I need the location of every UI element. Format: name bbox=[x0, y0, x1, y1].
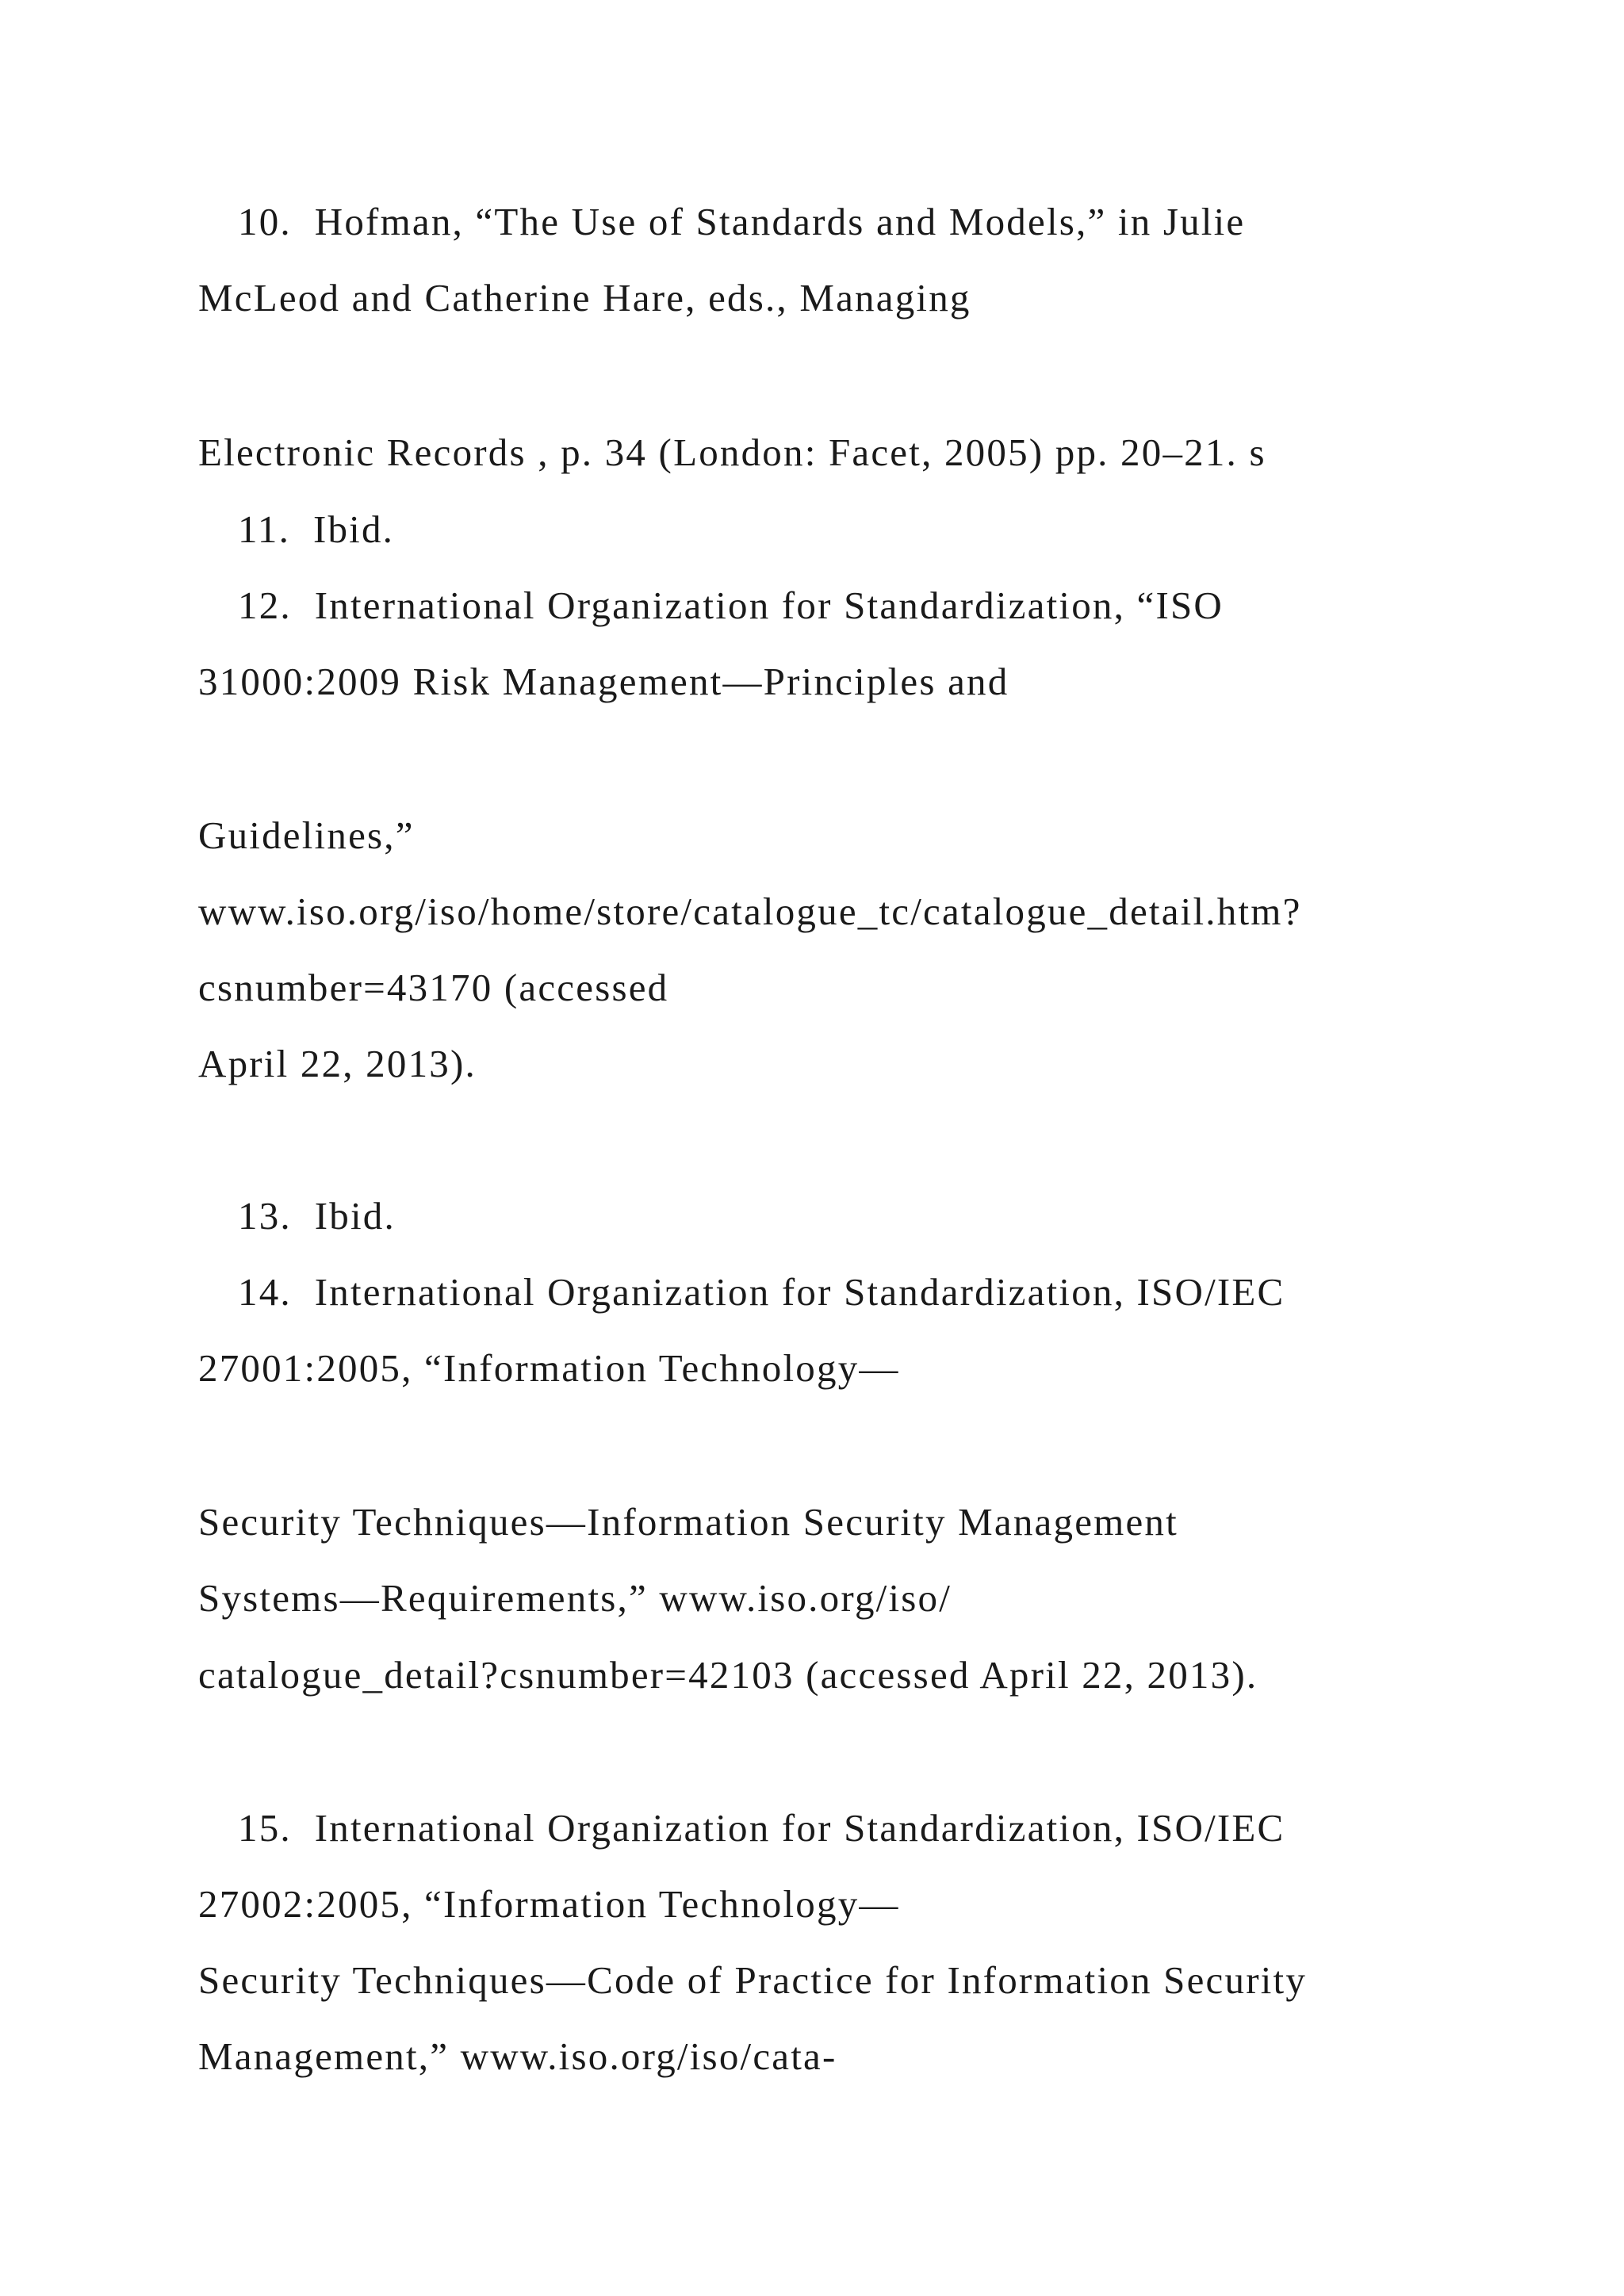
note-line: Guidelines,” bbox=[198, 813, 415, 857]
note-11-first-line bbox=[238, 506, 394, 553]
note-line: Security Techniques—Code of Practice for Information Security bbox=[198, 1958, 1308, 2002]
note-number: 13. bbox=[238, 1194, 292, 1238]
note-text: International Organization for Standardization, ISO/IEC bbox=[314, 1270, 1285, 1314]
note-14-first-line bbox=[238, 1269, 1285, 1316]
note-12-first-line bbox=[238, 582, 1224, 629]
note-line: 27001:2005, “Information Technology— bbox=[198, 1346, 900, 1390]
note-10-first-line bbox=[238, 198, 1245, 246]
note-line: 27002:2005, “Information Technology— bbox=[198, 1882, 900, 1926]
note-line: April 22, 2013). bbox=[198, 1042, 477, 1085]
note-line: Management,” www.iso.org/iso/cata- bbox=[198, 2034, 837, 2078]
note-13-first-line bbox=[238, 1192, 396, 1240]
note-number: 10. bbox=[238, 200, 292, 243]
note-line: Systems—Requirements,” www.iso.org/iso/ bbox=[198, 1576, 952, 1620]
note-line: McLeod and Catherine Hare, eds., Managing bbox=[198, 276, 971, 320]
note-text: Ibid. bbox=[312, 507, 395, 551]
note-number: 11. bbox=[238, 507, 291, 551]
note-line: catalogue_detail?csnumber=42103 (accessed April 22, 2013). bbox=[198, 1653, 1258, 1697]
note-url: www.iso.org/iso/home/store/catalogue_tc/catalogue_detail.htm? bbox=[198, 890, 1302, 933]
note-line: 31000:2009 Risk Management—Principles and bbox=[198, 660, 1009, 703]
note-line: Security Techniques—Information Security Management bbox=[198, 1500, 1178, 1544]
note-line: Electronic Records , p. 34 (London: Facet, 2005) pp. 20–21. s bbox=[198, 430, 1266, 474]
note-number: 12. bbox=[238, 584, 292, 627]
note-text: International Organization for Standardization, ISO/IEC bbox=[314, 1806, 1285, 1850]
note-15-first-line bbox=[238, 1804, 1285, 1852]
note-text: International Organization for Standardization, “ISO bbox=[314, 584, 1224, 627]
note-text: Hofman, “The Use of Standards and Models,” in Julie bbox=[314, 200, 1246, 243]
note-line: csnumber=43170 (accessed bbox=[198, 966, 669, 1009]
note-number: 15. bbox=[238, 1806, 292, 1850]
note-number: 14. bbox=[238, 1270, 292, 1314]
note-text: Ibid. bbox=[314, 1194, 396, 1238]
